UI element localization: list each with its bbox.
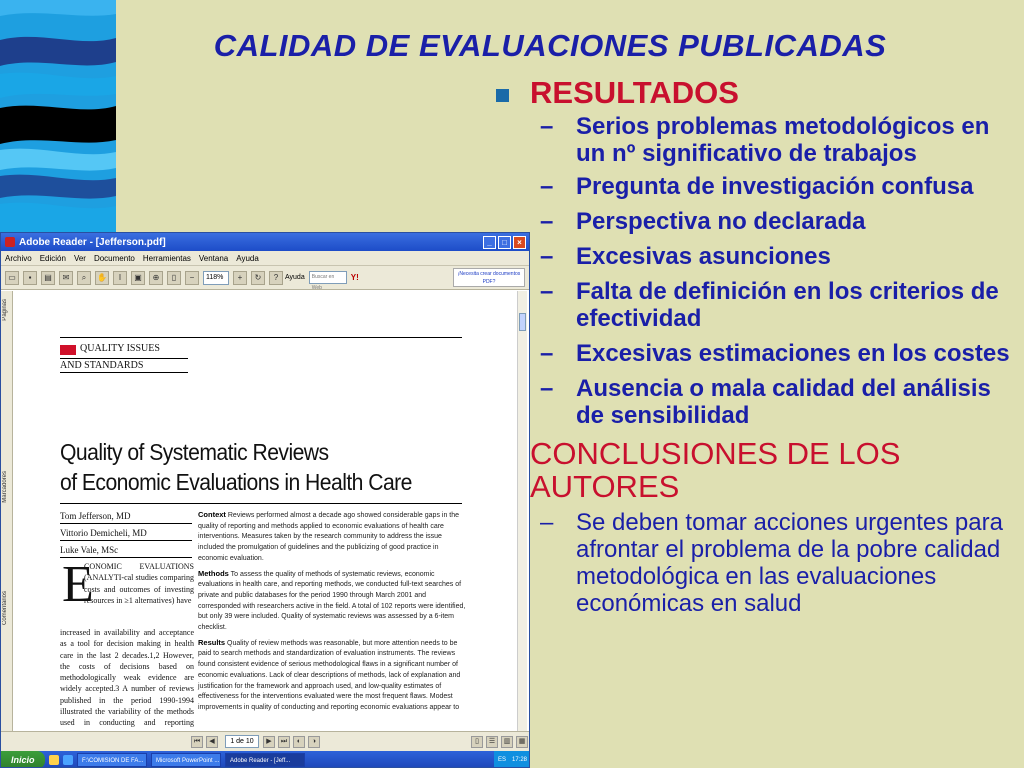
snapshot-icon[interactable]: ▣ bbox=[131, 271, 145, 285]
email-icon[interactable]: ✉ bbox=[59, 271, 73, 285]
side-panel-tabs bbox=[1, 291, 13, 731]
rule-line bbox=[60, 372, 188, 373]
fit-page-icon[interactable]: ▯ bbox=[167, 271, 181, 285]
bullet-list bbox=[492, 76, 1022, 617]
zoom-field[interactable]: 118% bbox=[203, 271, 229, 285]
sub-bullet: – Serios problemas metodológicos en un nº significativo de trabajos bbox=[540, 113, 990, 167]
web-search-input[interactable]: Buscar en Web bbox=[309, 271, 347, 284]
task-folder[interactable]: F:\COMISION DE FA... bbox=[77, 753, 147, 767]
section-label: QUALITY ISSUES bbox=[80, 343, 160, 354]
menu-herramientas[interactable]: Herramientas bbox=[142, 253, 191, 263]
drop-cap: E bbox=[62, 556, 94, 613]
adobe-icon bbox=[5, 237, 15, 247]
ie-icon[interactable] bbox=[63, 755, 73, 765]
task-powerpoint[interactable]: Microsoft PowerPoint ... bbox=[151, 753, 221, 767]
menu-edicion[interactable]: Edición bbox=[39, 253, 66, 263]
tab-comentarios[interactable]: Comentarios bbox=[2, 591, 8, 626]
continuous-facing-icon[interactable]: ▦ bbox=[516, 736, 528, 748]
toolbar bbox=[1, 266, 529, 290]
sub-bullet: – Perspectiva no declarada bbox=[540, 208, 866, 235]
pdf-page bbox=[14, 291, 517, 731]
decorative-stripes bbox=[0, 0, 116, 232]
sub-bullet: – Excesivas estimaciones en los costes bbox=[540, 340, 1010, 367]
bullet-conclusiones: CONCLUSIONES DE LOS AUTORES bbox=[492, 437, 1022, 503]
abstract: Context Reviews performed almost a decade ago showed considerable gaps in the quality of reporting and methods applied to economic evaluations of health care interventions. Measures taken by the research community to address the issue included the promulgation of guidelines and the publicizing of good practice in economic evaluation. Methods To assess the quality of methods of systematic reviews, economic evaluations in health care, and reporting methods, we conducted full-text searches of private and public databases for the period 1990 through March 2001 and corresponded with researchers active in the field. A total of 102 reports were identified, but only 39 were included. Quality of systematic reviews was assessed by a 6-item checklist. Results Quality of review methods was reasonable, but more attention needs to be paid to search methods and standardization of evaluation instruments. The reviews found consistent evidence of serious methodological flaws in a significant number of economic evaluations. Lack of clear descriptions of methods, lack of explanation and justification for the framework and approach used, and low-quality estimates of effectiveness for the interventions evaluated were the most frequent flaws. Modest improvements in quality of conducting and reporting economic evaluations appear to bbox=[198, 510, 466, 711]
create-pdf-ad[interactable]: ¡Necesita crear documentos PDF? bbox=[453, 268, 525, 287]
body-text: increased in availability and acceptance as a tool for decision making in health care in the last 2 decades.1,2 However, the costs of decisions based on methodologically weak evidence are widely accepted.3 A number of reviews published in the period 1990-1994 illustrated the variability of the methods used in conducting and reporting bbox=[60, 628, 194, 728]
language-indicator[interactable]: ES bbox=[497, 757, 506, 763]
sub-bullet: – Ausencia o mala calidad del análisis de sensibilidad bbox=[540, 375, 991, 429]
page-number-field[interactable]: 1 de 10 bbox=[225, 735, 259, 748]
square-bullet-icon bbox=[496, 89, 509, 102]
close-button[interactable]: × bbox=[513, 236, 526, 249]
last-page-icon[interactable]: ⏭ bbox=[278, 736, 290, 748]
menu-ayuda[interactable]: Ayuda bbox=[236, 253, 259, 263]
section-label-2: AND STANDARDS bbox=[60, 360, 144, 371]
next-page-icon[interactable]: ▶ bbox=[263, 736, 275, 748]
help-button[interactable]: ? Ayuda bbox=[269, 271, 305, 285]
scroll-thumb[interactable] bbox=[519, 313, 526, 331]
maximize-button[interactable]: □ bbox=[498, 236, 511, 249]
body-text-lead: CONOMIC EVALUATIONS (ANALYTI-cal studies comparing costs and outcomes of investing resources in ≥1 alternatives) have bbox=[84, 562, 194, 605]
zoom-in-icon[interactable]: + bbox=[233, 271, 247, 285]
zoom-tool-icon[interactable]: ⊕ bbox=[149, 271, 163, 285]
vertical-scrollbar[interactable] bbox=[517, 291, 527, 731]
single-page-icon[interactable]: ▯ bbox=[471, 736, 483, 748]
yahoo-icon[interactable]: Y! bbox=[350, 273, 359, 282]
slide-title: CALIDAD DE EVALUACIONES PUBLICADAS bbox=[213, 28, 887, 63]
minimize-button[interactable]: _ bbox=[483, 236, 496, 249]
sub-bullet: – Pregunta de investigación confusa bbox=[540, 173, 974, 200]
rule-line bbox=[60, 503, 462, 504]
forward-icon[interactable]: ◑ bbox=[308, 736, 320, 748]
prev-page-icon[interactable]: ◀ bbox=[206, 736, 218, 748]
rule-line bbox=[60, 358, 188, 359]
tab-paginas[interactable]: Páginas bbox=[2, 299, 8, 321]
print-icon[interactable]: ▤ bbox=[41, 271, 55, 285]
zoom-out-icon[interactable]: − bbox=[185, 271, 199, 285]
navigation-bar bbox=[1, 731, 530, 751]
rotate-icon[interactable]: ↻ bbox=[251, 271, 265, 285]
save-icon[interactable]: ▪ bbox=[23, 271, 37, 285]
clock: 17:28 bbox=[511, 757, 527, 763]
sub-bullet: – Falta de definición en los criterios de efectividad bbox=[540, 278, 999, 332]
back-icon[interactable]: ◐ bbox=[293, 736, 305, 748]
rule-line bbox=[60, 337, 462, 338]
windows-taskbar bbox=[1, 751, 530, 768]
system-tray bbox=[494, 751, 530, 768]
menu-archivo[interactable]: Archivo bbox=[5, 253, 32, 263]
tab-marcadores[interactable]: Marcadores bbox=[2, 471, 8, 503]
menu-ver[interactable]: Ver bbox=[73, 253, 86, 263]
menu-bar bbox=[1, 251, 529, 266]
search-icon[interactable]: ⌕ bbox=[77, 271, 91, 285]
start-button[interactable]: Inicio bbox=[1, 751, 45, 768]
bullet-resultados: RESULTADOS bbox=[492, 76, 1022, 109]
facing-icon[interactable]: ▥ bbox=[501, 736, 513, 748]
continuous-icon[interactable]: ☰ bbox=[486, 736, 498, 748]
section-marker bbox=[60, 345, 76, 355]
task-adobe-reader[interactable]: Adobe Reader - [Jeff... bbox=[225, 753, 305, 767]
quicklaunch-icon[interactable] bbox=[49, 755, 59, 765]
adobe-reader-window bbox=[0, 232, 530, 768]
sub-bullet: – Se deben tomar acciones urgentes para afrontar el problema de la pobre calidad metodológica en las evaluaciones económicas en salud bbox=[540, 509, 1003, 617]
article-title: Quality of Systematic Reviews of Economic Evaluations in Health Care bbox=[60, 439, 412, 495]
sub-bullet: – Excesivas asunciones bbox=[540, 243, 831, 270]
first-page-icon[interactable]: ⏮ bbox=[191, 736, 203, 748]
reader-titlebar: Adobe Reader - [Jefferson.pdf] _ □ × bbox=[1, 233, 529, 251]
open-icon[interactable]: ▭ bbox=[5, 271, 19, 285]
author-list: Tom Jefferson, MD Vittorio Demicheli, MD Luke Vale, MSc bbox=[60, 507, 192, 558]
hand-tool-icon[interactable]: ✋ bbox=[95, 271, 109, 285]
menu-ventana[interactable]: Ventana bbox=[198, 253, 229, 263]
menu-documento[interactable]: Documento bbox=[93, 253, 135, 263]
select-text-icon[interactable]: I bbox=[113, 271, 127, 285]
help-icon: ? bbox=[269, 271, 283, 285]
